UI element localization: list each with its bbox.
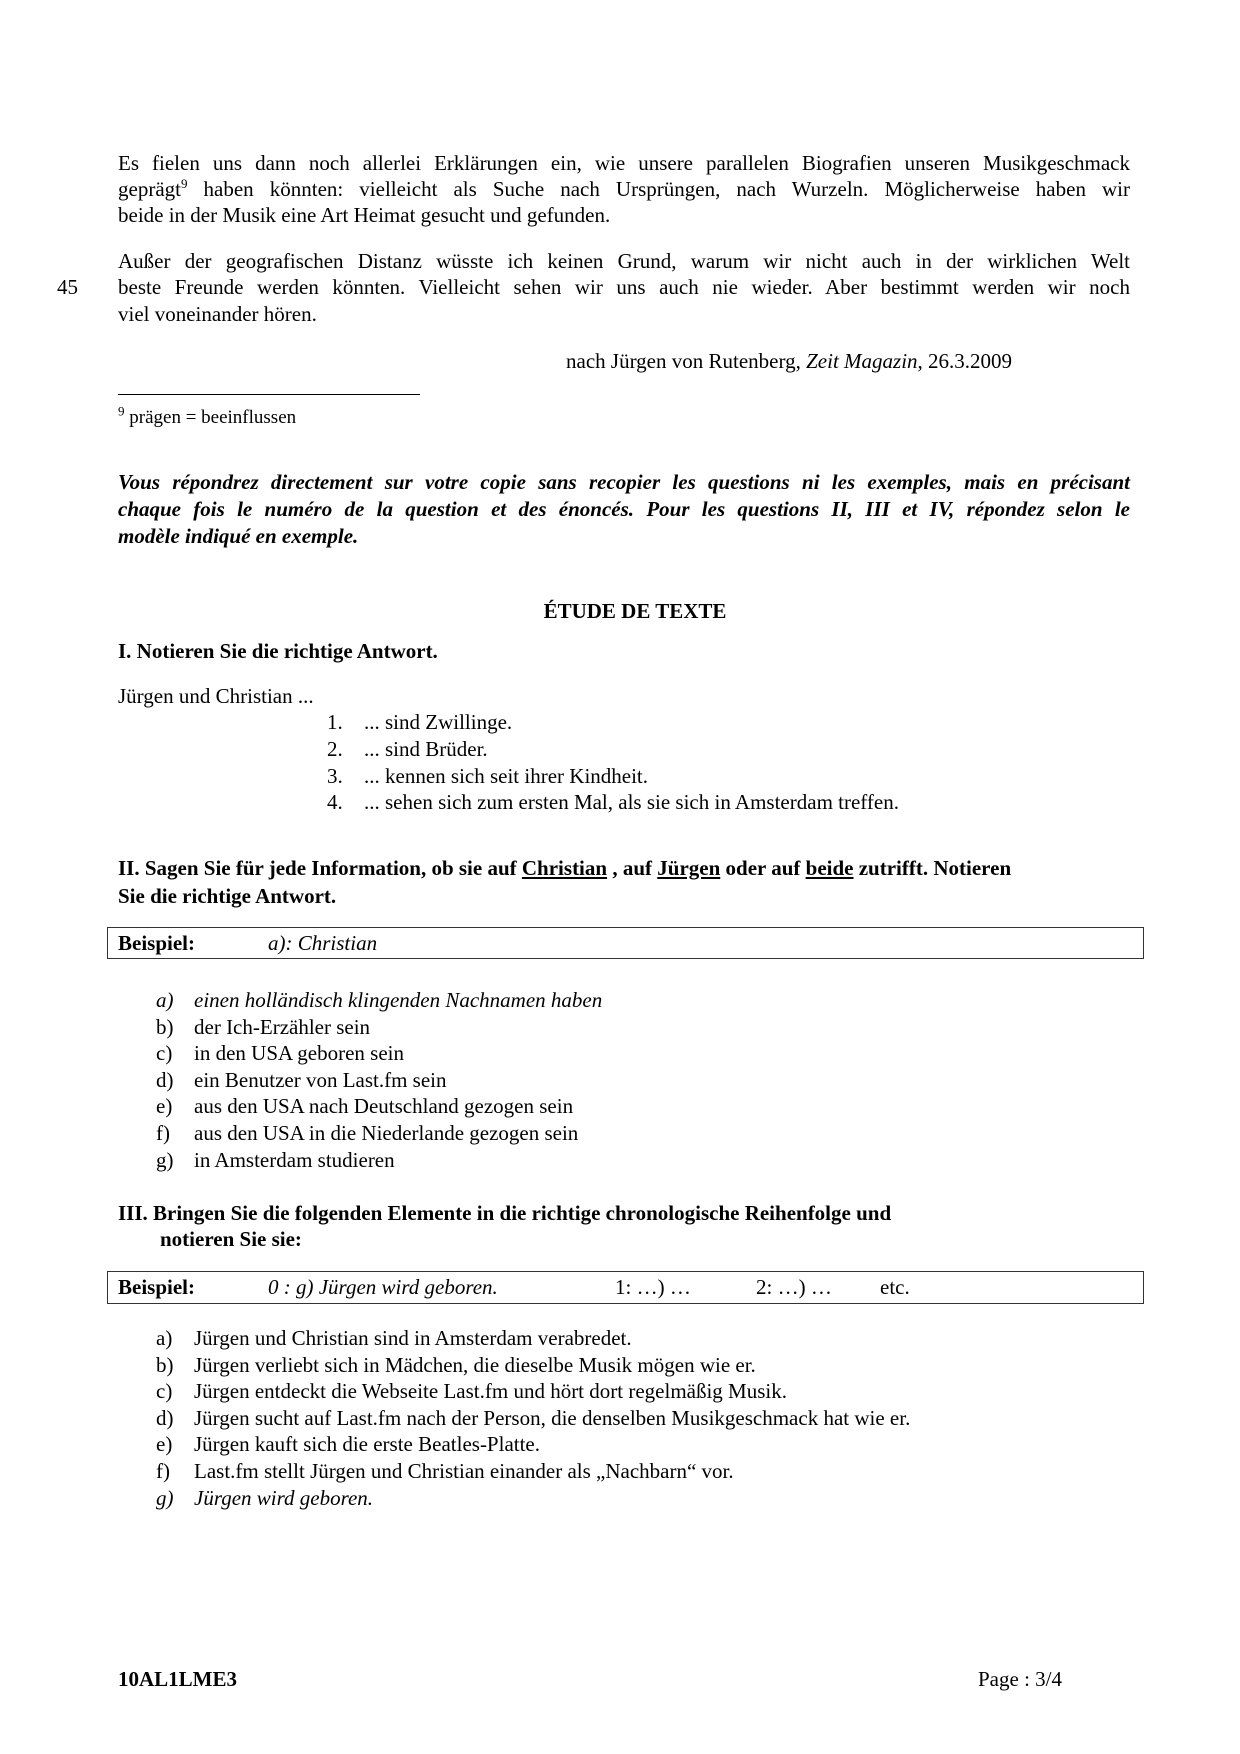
item-letter: f) xyxy=(156,1121,170,1145)
item-text: Last.fm stellt Jürgen und Christian einander als „Nachbarn“ vor. xyxy=(194,1459,734,1483)
q2-heading xyxy=(118,855,1011,881)
text: zutrifft. Notieren xyxy=(853,856,1012,880)
option-text: ... sind Zwillinge. xyxy=(364,710,513,734)
text: geprägt xyxy=(118,177,181,201)
q3-example-box xyxy=(107,1271,1144,1304)
q3-heading-line-2: notieren Sie sie: xyxy=(160,1227,302,1251)
item-letter: e) xyxy=(156,1094,173,1119)
item-text: in den USA geboren sein xyxy=(194,1041,404,1066)
item-text: in Amsterdam studieren xyxy=(194,1147,395,1172)
section-title: ÉTUDE DE TEXTE xyxy=(543,599,727,623)
paragraph-2-line-3: viel voneinander hören. xyxy=(118,302,317,326)
text: , auf xyxy=(607,856,658,880)
example-step-2: 2: …) … xyxy=(756,1275,832,1299)
item-text: Jürgen verliebt sich in Mädchen, die dieselbe Musik mögen wie er. xyxy=(194,1352,756,1377)
item-letter: a) xyxy=(156,988,174,1012)
citation xyxy=(566,348,1012,374)
item-text: einen holländisch klingenden Nachnamen haben xyxy=(194,988,603,1012)
paragraph-2-line-1: Außer der geografischen Distanz wüsste ich keinen Grund, warum wir nicht auch in der wirklichen Welt xyxy=(118,249,1130,273)
example-label: Beispiel: xyxy=(118,1275,195,1299)
option-number: 4. xyxy=(327,790,343,814)
item-letter: b) xyxy=(156,1014,174,1039)
example-answer: 0 : g) Jürgen wird geboren. xyxy=(268,1275,498,1299)
q2-example-box xyxy=(107,927,1144,959)
text: oder auf xyxy=(720,856,806,880)
example-etc: etc. xyxy=(880,1275,910,1299)
paragraph-1-line-2 xyxy=(118,176,1130,202)
paragraph-2-line-2: beste Freunde werden könnten. Vielleicht sehen wir uns auch nie wieder. Aber bestimmt werden wir noch xyxy=(118,275,1130,299)
text: II. Sagen Sie für jede Information, ob sie auf xyxy=(118,856,522,880)
footnote-text: prägen = beeinflussen xyxy=(124,407,297,428)
item-text: aus den USA nach Deutschland gezogen sein xyxy=(194,1094,574,1119)
item-letter: d) xyxy=(156,1405,174,1430)
item-letter: a) xyxy=(156,1326,173,1350)
item-letter: d) xyxy=(156,1067,174,1092)
item-letter: g) xyxy=(156,1485,174,1510)
footnote xyxy=(118,405,296,431)
item-text: aus den USA in die Niederlande gezogen sein xyxy=(194,1121,579,1145)
item-text: Jürgen kauft sich die erste Beatles-Platte. xyxy=(194,1432,541,1457)
document-code: 10AL1LME3 xyxy=(118,1667,238,1691)
item-text: Jürgen sucht auf Last.fm nach der Person, die denselben Musikgeschmack hat wie er. xyxy=(194,1405,911,1430)
footnote-marker: 9 xyxy=(180,176,188,191)
text: haben könnten: vielleicht als Suche nach Ursprüngen, nach Wurzeln. Möglicherweise haben wir xyxy=(187,177,1130,201)
option-text: ... sehen sich zum ersten Mal, als sie sich in Amsterdam treffen. xyxy=(364,790,899,814)
footnote-divider xyxy=(118,394,420,395)
example-answer: a): Christian xyxy=(268,931,378,955)
q2-heading-line-2: Sie die richtige Antwort. xyxy=(118,884,337,908)
q3-heading: III. Bringen Sie die folgenden Elemente in die richtige chronologische Reihenfolge und xyxy=(118,1201,892,1225)
item-letter: b) xyxy=(156,1352,174,1377)
item-text: der Ich-Erzähler sein xyxy=(194,1014,371,1039)
example-step-1: 1: …) … xyxy=(615,1275,691,1299)
instructions-line-3: modèle indiqué en exemple. xyxy=(118,524,359,548)
item-letter: e) xyxy=(156,1432,173,1457)
option-number: 2. xyxy=(327,737,343,761)
option-text: ... sind Brüder. xyxy=(364,737,488,761)
text: Jürgen xyxy=(657,856,721,880)
item-text: Jürgen und Christian sind in Amsterdam verabredet. xyxy=(194,1326,632,1350)
citation-source: Zeit Magazin xyxy=(806,349,918,373)
instructions-line-1: Vous répondrez directement sur votre copie sans recopier les questions ni les exemples, mais en précisant xyxy=(118,470,1130,494)
line-number: 45 xyxy=(57,275,78,299)
citation-date: , 26.3.2009 xyxy=(917,349,1013,373)
item-text: Jürgen entdeckt die Webseite Last.fm und hört dort regelmäßig Musik. xyxy=(194,1379,787,1404)
text: Es fielen uns dann noch allerlei Erklärungen ein, wie unsere parallelen Biografien unseren Musikgeschmack xyxy=(118,151,1130,175)
text: beide xyxy=(805,856,854,880)
paragraph-1-line-3 xyxy=(118,202,610,228)
text: Christian xyxy=(521,856,608,880)
q1-stem: Jürgen und Christian ... xyxy=(118,684,314,708)
item-letter: c) xyxy=(156,1041,173,1066)
option-text: ... kennen sich seit ihrer Kindheit. xyxy=(364,764,649,788)
q1-heading: I. Notieren Sie die richtige Antwort. xyxy=(118,639,438,663)
example-label: Beispiel: xyxy=(118,931,195,955)
option-number: 1. xyxy=(327,710,343,734)
item-letter: c) xyxy=(156,1379,173,1404)
page-number: Page : 3/4 xyxy=(978,1667,1062,1691)
item-text: Jürgen wird geboren. xyxy=(194,1485,374,1510)
instructions-line-2: chaque fois le numéro de la question et des énoncés. Pour les questions II, III et IV, répondez selon le xyxy=(118,497,1130,521)
option-number: 3. xyxy=(327,764,343,788)
paragraph-1-line-1 xyxy=(118,150,1130,176)
item-text: ein Benutzer von Last.fm sein xyxy=(194,1067,447,1092)
item-letter: g) xyxy=(156,1147,174,1172)
text: beide in der Musik eine Art Heimat gesucht und gefunden. xyxy=(118,203,611,227)
footnote-marker: 9 xyxy=(118,403,125,419)
item-letter: f) xyxy=(156,1459,170,1483)
citation-author: nach Jürgen von Rutenberg, xyxy=(566,349,807,373)
